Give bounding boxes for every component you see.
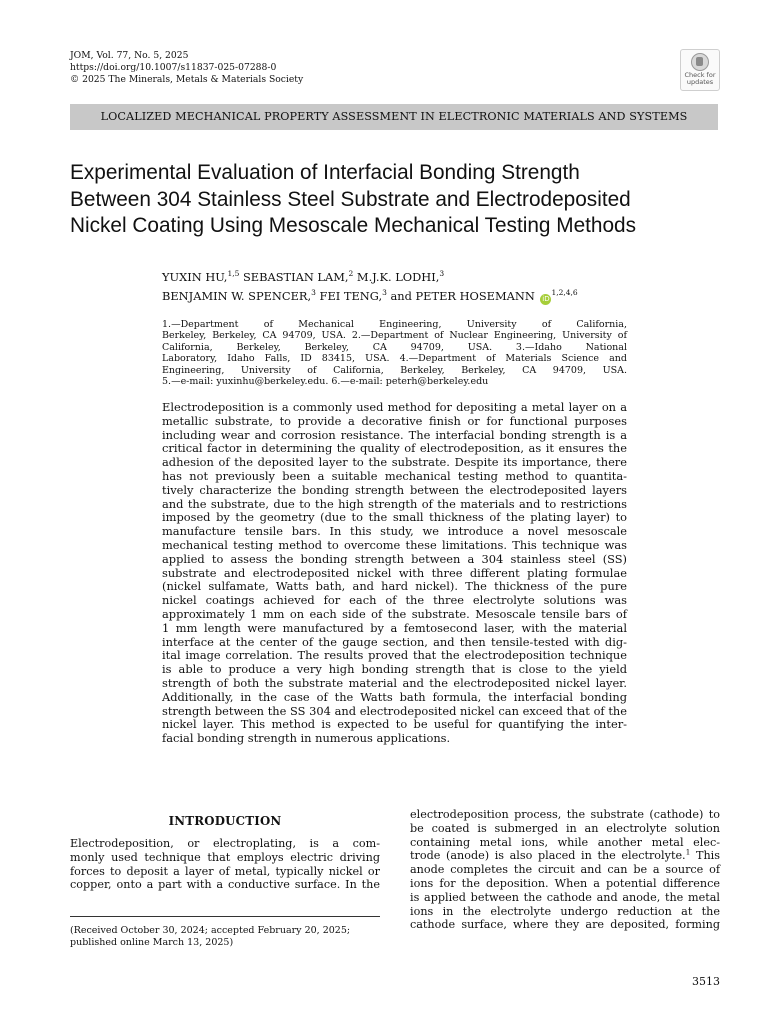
abstract-line: tively characterize the bonding strength between the electrodeposited layers <box>162 482 627 497</box>
abstract-line: nickel coatings achieved for each of the three electrolyte solutions was <box>162 593 627 608</box>
footnote-line: published online March 13, 2025) <box>70 937 234 948</box>
abstract-line: adhesion of the deposited layer to the substrate. Despite its importance, there <box>162 455 627 470</box>
affiliation-line: Engineering, University of California, Berkeley, Berkeley, CA 94709, USA. <box>162 364 627 376</box>
body-line: cathode surface, where they are deposited, forming <box>410 918 720 932</box>
abstract-line: strength between the SS 304 and electrodeposited nickel can exceed that of the <box>162 703 627 718</box>
affiliation-line: 1.—Department of Mechanical Engineering, University of California, <box>162 319 627 330</box>
author-line <box>162 285 578 305</box>
journal-metadata <box>70 50 303 86</box>
abstract <box>162 401 627 746</box>
author-name: FEI TENG, <box>315 288 383 303</box>
body-line: monly used technique that employs electric driving <box>70 850 380 864</box>
abstract-line: nickel layer. This method is expected to be useful for quantifying the inter- <box>162 717 627 732</box>
abstract-line: interface at the center of the gauge section, and then tensile-tested with dig- <box>162 634 627 649</box>
title-line: Experimental Evaluation of Interfacial Bonding Strength <box>70 161 580 184</box>
crossmark-icon <box>691 53 709 71</box>
body-line: Electrodeposition, or electroplating, is a com- <box>70 837 380 850</box>
abstract-line: 1 mm length were manufactured by a femtosecond laser, with the material <box>162 620 627 635</box>
author-affiliation-sup: 1,5 <box>227 269 240 278</box>
introduction-heading: INTRODUCTION <box>168 814 282 828</box>
abstract-line: (nickel sulfamate, Watts bath, and hard nickel). The thickness of the pure <box>162 579 627 594</box>
author-list <box>162 266 578 305</box>
abstract-line: metallic substrate, to provide a decorative finish or for functional purposes <box>162 413 627 428</box>
affiliation-line: Berkeley, Berkeley, CA 94709, USA. 2.—Department of Nuclear Engineering, University of <box>162 330 627 342</box>
crossmark-label-2: updates <box>686 78 714 86</box>
abstract-line: facial bonding strength in numerous applications. <box>162 731 451 746</box>
body-line: forces to deposit a layer of metal, typically nickel or <box>70 864 380 878</box>
title-line: Nickel Coating Using Mesoscale Mechanical Testing Methods <box>70 214 637 237</box>
orcid-icon[interactable]: iD <box>542 294 550 303</box>
author-name: BENJAMIN W. SPENCER, <box>162 288 312 303</box>
body-line <box>410 849 720 863</box>
abstract-line: including wear and corrosion resistance. The interfacial bonding strength is a <box>162 427 627 442</box>
author-name: M.J.K. LODHI, <box>353 269 440 284</box>
journal-citation: JOM, Vol. 77, No. 5, 2025 <box>70 50 189 61</box>
abstract-line: critical factor in determining the quality of electrodeposition, as it ensures the <box>162 441 627 456</box>
abstract-line: and the substrate, due to the high strength of the materials and to restrictions <box>162 496 627 511</box>
reference-link[interactable]: 1 <box>685 847 691 857</box>
body-line: electrodeposition process, the substrate (cathode) to <box>410 808 720 821</box>
check-for-updates-button[interactable] <box>680 49 720 91</box>
author-affiliation-sup: 2 <box>348 269 354 278</box>
title-line: Between 304 Stainless Steel Substrate and Electrodeposited <box>70 187 631 211</box>
section-banner: LOCALIZED MECHANICAL PROPERTY ASSESSMENT IN ELECTRONIC MATERIALS AND SYSTEMS <box>70 104 718 130</box>
author-affiliation-sup: 3 <box>382 287 387 297</box>
page-number: 3513 <box>692 975 720 988</box>
body-line: is applied between the cathode and anode, the metal <box>410 890 720 904</box>
abstract-line: is able to produce a very high bonding strength that is close to the yield <box>162 662 627 677</box>
abstract-line: Additionally, in the case of the Watts bath formula, the interfacial bonding <box>162 689 627 704</box>
received-dates-footnote <box>70 925 380 949</box>
affiliations <box>162 319 627 387</box>
copyright-notice: © 2025 The Minerals, Metals & Materials Society <box>70 74 304 85</box>
abstract-line: has not previously been a suitable mechanical testing method to quantita- <box>162 468 627 483</box>
affiliation-line: California, Berkeley, Berkeley, CA 94709, USA. 3.—Idaho National <box>162 341 627 353</box>
abstract-line: imposed by the geometry (due to the small thickness of the plating layer) to <box>162 510 627 525</box>
body-line: ions for the deposition. When a potential difference <box>410 876 720 890</box>
abstract-line: approximately 1 mm on each side of the substrate. Mesoscale tensile bars of <box>162 606 627 621</box>
body-line: anode completes the circuit and can be a source of <box>410 863 720 877</box>
author-affiliation-sup: 1,2,4,6 <box>551 287 578 297</box>
abstract-line: ital image correlation. The results proved that the electrodeposition technique <box>162 648 627 663</box>
body-text: This <box>690 849 721 863</box>
author-name: and PETER HOSEMANN <box>386 288 535 303</box>
body-text: trode (anode) is also placed in the electrolyte. <box>410 849 686 863</box>
introduction-left-column <box>70 837 380 892</box>
author-affiliation-sup: 3 <box>311 287 316 297</box>
abstract-line: applied to assess the bonding strength between a 304 stainless steel (SS) <box>162 551 627 566</box>
abstract-line: substrate and electrodeposited nickel with three different plating formulae <box>162 565 627 580</box>
crossmark-label-1: Check for <box>684 71 716 79</box>
doi-link[interactable]: https://doi.org/10.1007/s11837-025-07288-0 <box>70 62 277 73</box>
affiliation-line: Laboratory, Idaho Falls, ID 83415, USA. 4.—Department of Materials Science and <box>162 353 627 365</box>
body-line: ions in the electrolyte undergo reduction at the <box>410 904 720 918</box>
body-line: copper, onto a part with a conductive surface. In the <box>70 878 380 892</box>
introduction-right-column <box>410 808 720 932</box>
footnote-divider <box>70 916 380 917</box>
footnote-line: (Received October 30, 2024; accepted February 20, 2025; <box>70 925 351 936</box>
body-line: containing metal ions, while another metal elec- <box>410 835 720 849</box>
author-name: YUXIN HU, <box>162 269 228 284</box>
author-name: SEBASTIAN LAM, <box>239 269 349 284</box>
abstract-line: mechanical testing method to overcome these limitations. This technique was <box>162 537 627 552</box>
abstract-line: strength of both the substrate material and the electrodeposited nickel layer. <box>162 675 627 690</box>
affiliation-line: 5.—e-mail: yuxinhu@berkeley.edu. 6.—e-mail: peterh@berkeley.edu <box>162 375 489 387</box>
article-title <box>70 160 730 240</box>
author-line <box>162 266 578 285</box>
author-affiliation-sup: 3 <box>439 269 445 278</box>
body-line: be coated is submerged in an electrolyte solution <box>410 821 720 835</box>
abstract-line: manufacture tensile bars. In this study, we introduce a novel mesoscale <box>162 524 627 539</box>
abstract-line: Electrodeposition is a commonly used method for depositing a metal layer on a <box>162 400 627 414</box>
